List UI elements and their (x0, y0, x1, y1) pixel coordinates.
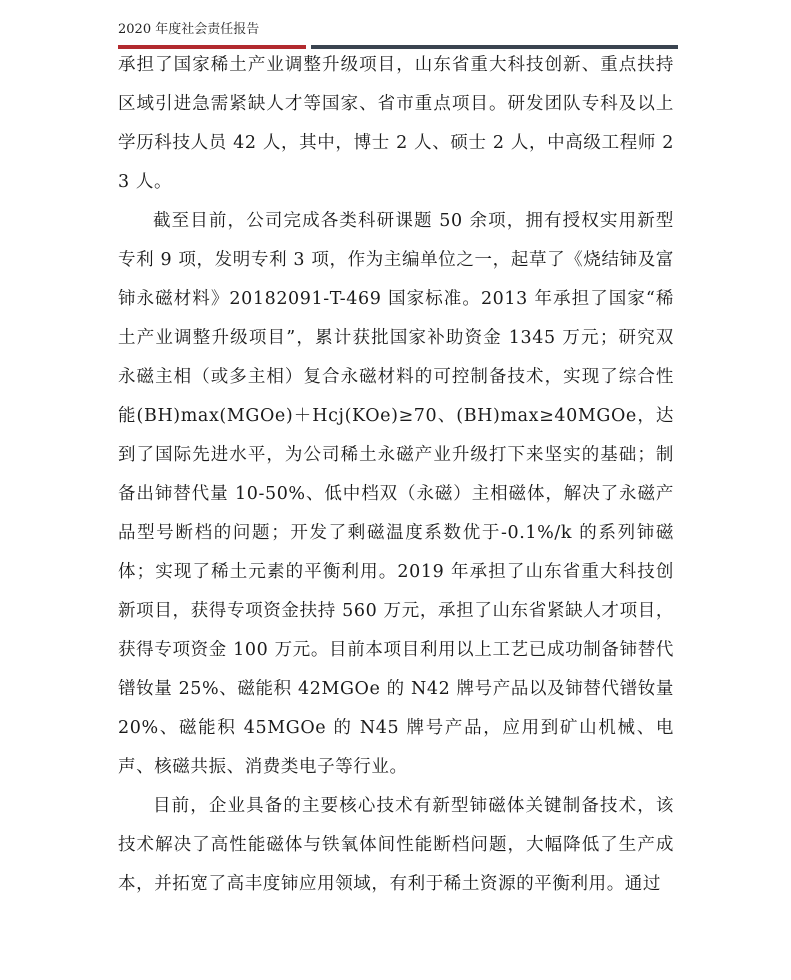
paragraph-continued: 承担了国家稀土产业调整升级项目，山东省重大科技创新、重点扶持区域引进急需紧缺人才等国家、省市重点项目。研发团队专科及以上学历科技人员 42 人，其中，博士 2 人、硕士 2 人，中高级工程师 23 人。 (118, 55, 674, 192)
report-title: 2020 年度社会责任报告 (118, 22, 260, 37)
paragraph-core-technology: 目前，企业具备的主要核心技术有新型铈磁体关键制备技术，该技术解决了高性能磁体与铁氧体间性能断档问题，大幅降低了生产成本，并拓宽了高丰度铈应用领域，有利于稀土资源的平衡利用。通过 (118, 796, 674, 894)
report-body (118, 46, 674, 904)
paragraph-research-achievements: 截至目前，公司完成各类科研课题 50 余项，拥有授权实用新型专利 9 项，发明专利 3 项，作为主编单位之一，起草了《烧结铈及富铈永磁材料》20182091-T-469 国家标准。2013 年承担了国家“稀土产业调整升级项目”，累计获批国家补助资金 1345 万元；研究双永磁主相（或多主相）复合永磁材料的可控制备技术，实现了综合性能(BH)max(MGOe)＋Hcj(KOe)≥70、(BH)max≥40MGOe，达到了国际先进水平，为公司稀土永磁产业升级打下来坚实的基础；制备出铈替代量 10-50%、低中档双（永磁）主相磁体，解决了永磁产品型号断档的问题；开发了剩磁温度系数优于-0.1%/k 的系列铈磁体；实现了稀土元素的平衡利用。2019 年承担了山东省重大科技创新项目，获得专项资金扶持 560 万元，承担了山东省紧缺人才项目，获得专项资金 100 万元。目前本项目利用以上工艺已成功制备铈替代镨钕量 25%、磁能积 42MGOe 的 N42 牌号产品以及铈替代镨钕量 20%、磁能积 45MGOe 的 N45 牌号产品，应用到矿山机械、电声、核磁共振、消费类电子等行业。 (118, 211, 674, 777)
